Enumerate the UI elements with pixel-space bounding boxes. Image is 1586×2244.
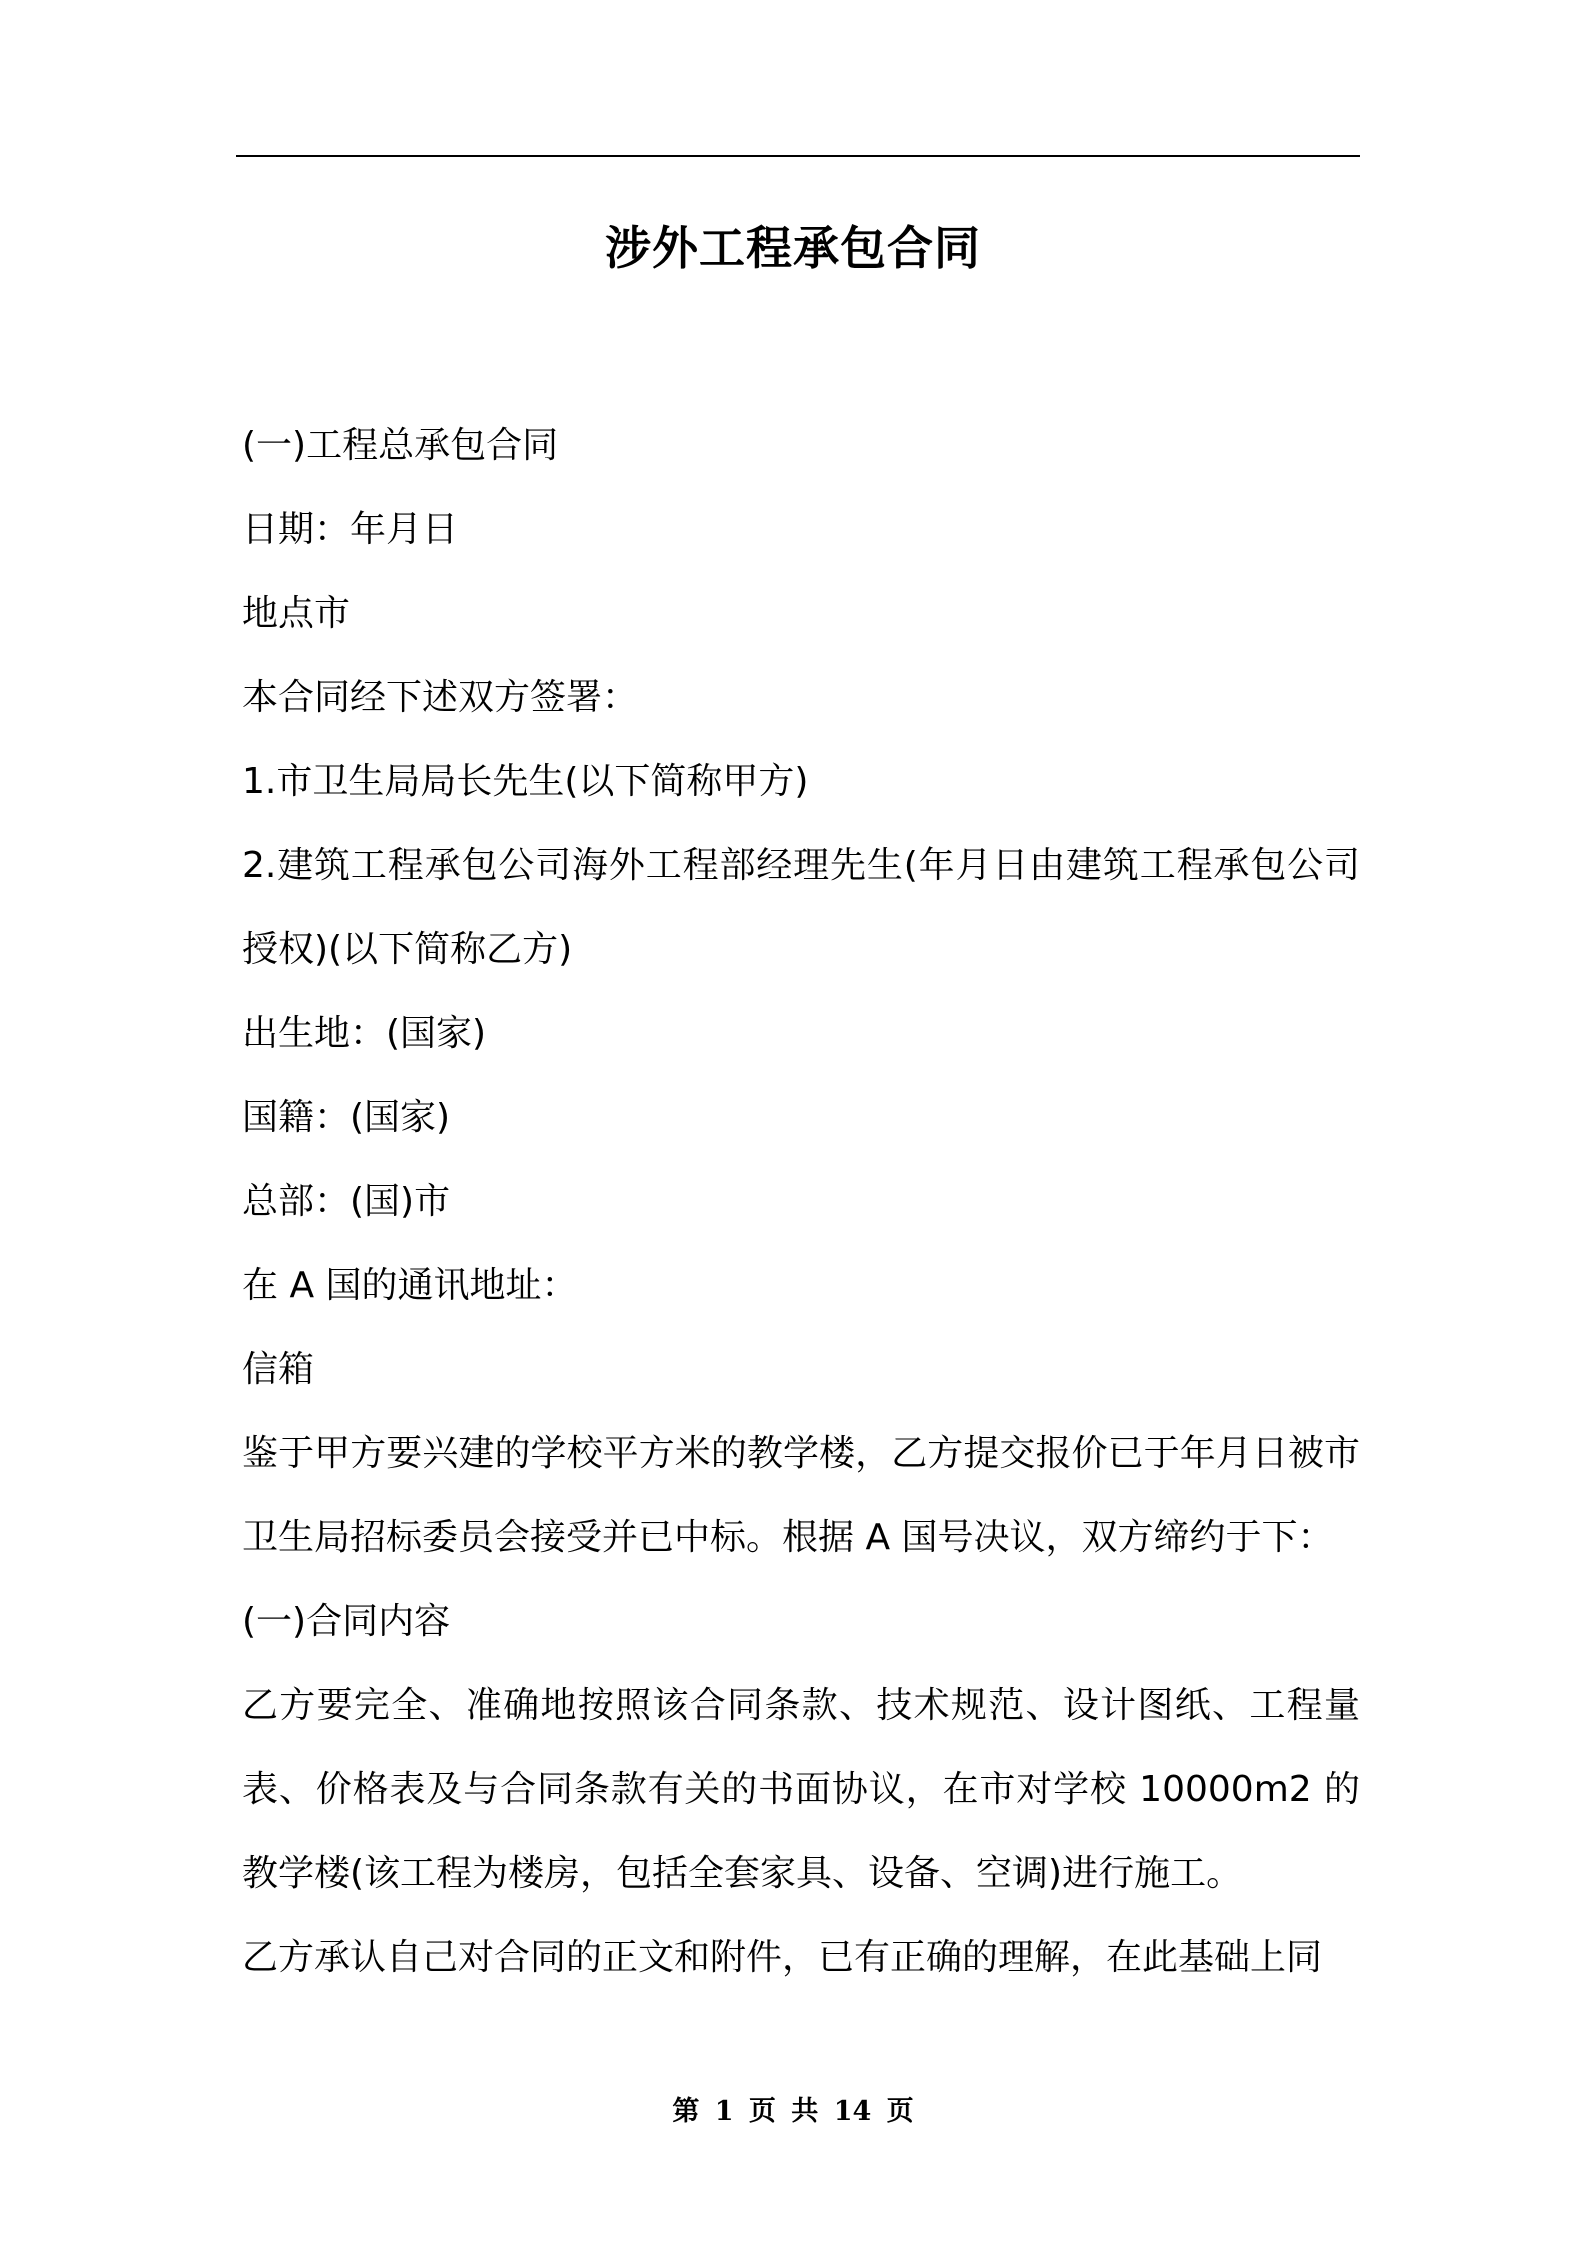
- paragraph: (一)工程总承包合同: [242, 425, 559, 466]
- paragraph: 出生地：(国家): [242, 1013, 487, 1054]
- paragraph: 地点市: [242, 593, 351, 634]
- paragraph: 2.建筑工程承包公司海外工程部经理先生(年月日由建筑工程承包公司授权)(以下简称乙方): [242, 845, 1360, 970]
- paragraph: 总部：(国)市: [242, 1181, 451, 1222]
- paragraph: 在 A 国的通讯地址：: [242, 1265, 578, 1306]
- document-body: [242, 404, 1360, 2000]
- paragraph: 本合同经下述双方签署：: [242, 677, 639, 718]
- paragraph: 鉴于甲方要兴建的学校平方米的教学楼，乙方提交报价已于年月日被市卫生局招标委员会接受并已中标。根据 A 国号决议，双方缔约于下：: [242, 1433, 1360, 1558]
- paragraph: 1.市卫生局局长先生(以下简称甲方): [242, 761, 809, 802]
- document-title: 涉外工程承包合同: [605, 221, 981, 275]
- paragraph: 国籍：(国家): [242, 1097, 451, 1138]
- paragraph: (一)合同内容: [242, 1601, 451, 1642]
- header-rule: [236, 155, 1360, 157]
- paragraph: 乙方要完全、准确地按照该合同条款、技术规范、设计图纸、工程量表、价格表及与合同条款有关的书面协议，在市对学校 10000m2 的教学楼(该工程为楼房，包括全套家具、设备、空调)进行施工。: [242, 1685, 1360, 1894]
- paragraph: 乙方承认自己对合同的正文和附件，已有正确的理解，在此基础上同: [242, 1937, 1323, 1978]
- page-number-footer: 第 1 页 共 14 页: [672, 2096, 914, 2127]
- paragraph: 信箱: [242, 1349, 315, 1390]
- paragraph: 日期：年月日: [242, 509, 459, 550]
